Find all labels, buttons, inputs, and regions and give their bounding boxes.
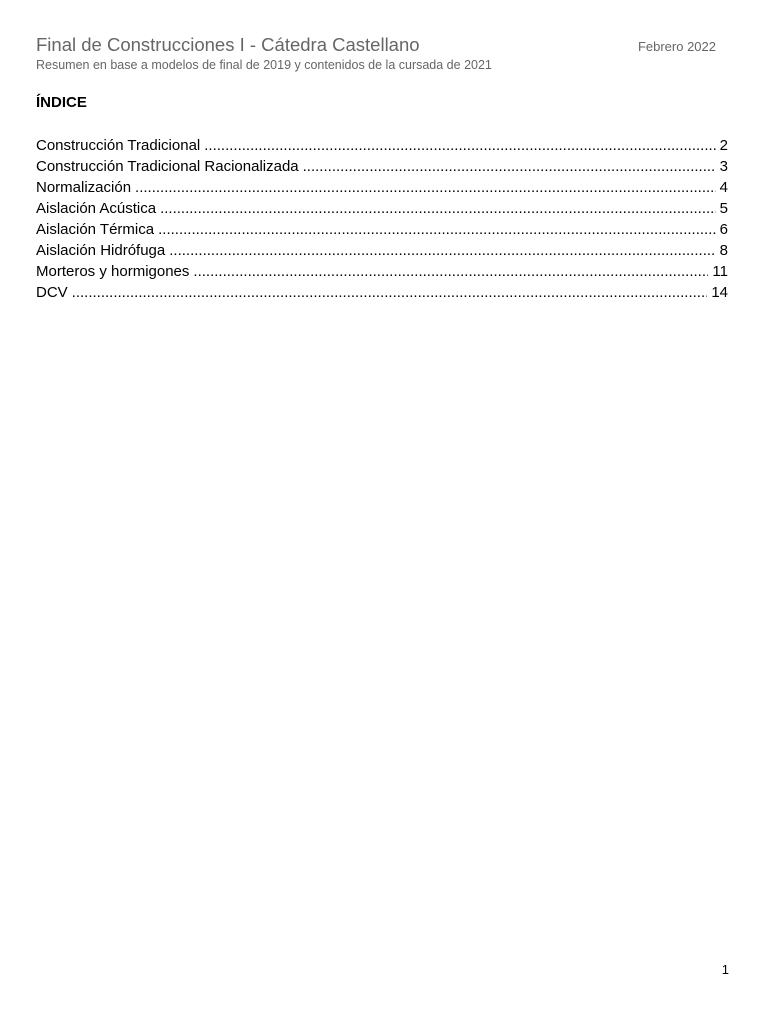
toc-entry[interactable]	[36, 135, 728, 156]
toc-entry-page: 5	[719, 200, 728, 217]
toc-entry-page: 8	[719, 242, 728, 259]
toc-dot-leader	[160, 198, 716, 219]
toc-entry-label: Construcción Tradicional	[36, 137, 201, 154]
toc-entry-label: DCV	[36, 284, 68, 301]
toc-entry-label: Aislación Térmica	[36, 221, 155, 238]
toc-dot-leader	[169, 240, 715, 261]
document-header	[36, 34, 726, 73]
toc-dot-leader	[72, 282, 708, 303]
toc-entry-label: Aislación Acústica	[36, 200, 157, 217]
document-subtitle: Resumen en base a modelos de final de 2019 y contenidos de la cursada de 2021	[36, 58, 492, 72]
toc-dot-leader	[193, 261, 708, 282]
page-number: 1	[721, 962, 729, 977]
toc-entry[interactable]	[36, 282, 728, 303]
toc-entry-page: 11	[712, 263, 728, 280]
toc-entry-label: Aislación Hidrófuga	[36, 242, 166, 259]
toc-entry[interactable]	[36, 261, 728, 282]
table-of-contents	[36, 135, 728, 303]
toc-entry-label: Morteros y hormigones	[36, 263, 190, 280]
toc-entry[interactable]	[36, 240, 728, 261]
toc-dot-leader	[204, 135, 715, 156]
toc-entry[interactable]	[36, 198, 728, 219]
toc-entry[interactable]	[36, 219, 728, 240]
index-heading: ÍNDICE	[36, 94, 87, 111]
toc-entry-page: 3	[719, 158, 728, 175]
toc-entry[interactable]	[36, 156, 728, 177]
toc-entry[interactable]	[36, 177, 728, 198]
toc-dot-leader	[158, 219, 716, 240]
toc-entry-page: 6	[719, 221, 728, 238]
toc-dot-leader	[135, 177, 716, 198]
toc-entry-label: Normalización	[36, 179, 132, 196]
document-date: Febrero 2022	[637, 39, 716, 54]
toc-entry-page: 14	[711, 284, 728, 301]
toc-dot-leader	[303, 156, 716, 177]
toc-entry-label: Construcción Tradicional Racionalizada	[36, 158, 299, 175]
toc-entry-page: 2	[719, 137, 728, 154]
toc-entry-page: 4	[719, 179, 728, 196]
document-title: Final de Construcciones I - Cátedra Castellano	[36, 34, 420, 55]
